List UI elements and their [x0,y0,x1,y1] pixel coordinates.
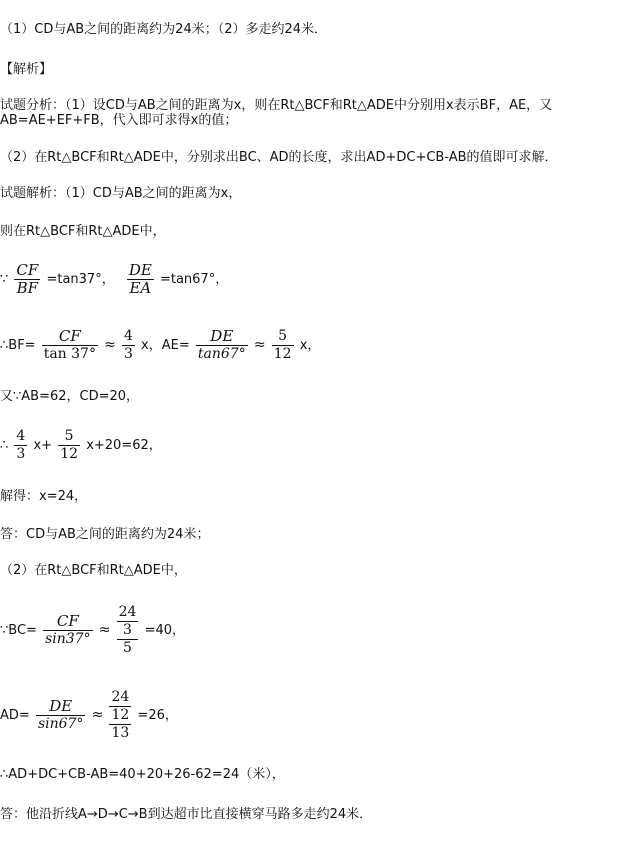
denominator: tan67° [197,346,246,362]
denominator: sin67° [37,716,84,732]
equation-text: x， [299,338,321,353]
denominator: 3 [16,446,26,462]
numerator: CF [56,612,79,630]
part-2-intro: （2）在Rt△BCF和Rt△ADE中， [0,563,187,578]
given-values-line: 又∵AB=62，CD=20， [0,389,140,404]
equation-bf-ae [0,328,320,363]
equation-ad [0,689,178,742]
middle-value: 3 [123,622,132,638]
solve-result-line: 解得：x=24， [0,489,88,504]
total-distance-line: ∴AD+DC+CB-AB=40+20+26-62=24（米）， [0,767,285,782]
fraction-de-sin67 [36,698,86,733]
denominator: sin37° [45,631,91,647]
analysis-text-1b: AB=AE+EF+FB，代入即可求得x的值； [0,113,238,128]
approx-symbol: ≈ [253,337,266,353]
equation-text: ∵BC= [0,623,37,638]
equation-tan-ratios [0,262,228,297]
numerator: 24 [111,689,130,705]
equation-text: =tan37°， [46,272,115,287]
equation-text: x+ [33,438,53,453]
denominator: 12 [273,346,292,362]
solution-line-2: 则在Rt△BCF和Rt△ADE中， [0,224,166,239]
fraction-4-3 [14,428,27,463]
numerator: 4 [16,428,26,444]
numerator: CF [16,261,39,279]
denominator: 5 [123,640,132,656]
compound-fraction-24-3-5 [117,604,139,657]
denominator: EA [129,279,152,297]
approx-symbol: ≈ [91,707,104,723]
answer-line: （1）CD与AB之间的距离约为24米；（2）多走约24米． [0,22,328,37]
therefore-symbol: ∴ [0,438,9,453]
middle-value: 12 [111,707,130,723]
denominator: 3 [123,346,133,362]
numerator: 24 [118,604,137,620]
numerator: DE [210,327,234,345]
analysis-text-1a: 试题分析：（1）设CD与AB之间的距离为x，则在Rt△BCF和Rt△ADE中分别用x表示BF，AE，又 [0,98,553,113]
denominator: tan 37° [43,346,96,362]
equation-text: AD= [0,708,30,723]
numerator: DE [49,697,73,715]
solution-line-1: 试题解析：（1）CD与AB之间的距离为x， [0,186,242,201]
denominator: BF [16,279,39,297]
equation-text: =tan67°， [159,272,229,287]
approx-symbol: ≈ [104,337,116,353]
equation-text: =40， [144,623,185,638]
fraction-5-12 [58,428,80,463]
equation-text: =26， [137,708,178,723]
fraction-cf-sin37 [43,613,93,648]
therefore-symbol: ∵ [0,272,9,287]
numerator: DE [128,261,152,279]
numerator: 5 [64,428,74,444]
approx-symbol: ≈ [98,622,111,638]
numerator: 4 [123,328,133,344]
numerator: CF [58,327,81,345]
final-answer-line: 答：他沿折线A→D→C→B到达超市比直接横穿马路多走约24米． [0,807,373,822]
equation-bc [0,604,185,657]
equation-sum [0,428,162,463]
fraction-de-ea [127,262,154,297]
numerator: 5 [278,328,288,344]
fraction-de-tan67 [196,328,248,363]
fraction-cf-tan37 [42,328,98,363]
equation-text: ∴BF= [0,338,36,353]
fraction-5-12 [272,328,294,363]
analysis-header: 【解析】 [0,62,53,77]
equation-text: x，AE= [141,338,190,353]
fraction-cf-bf [14,262,40,297]
compound-fraction-24-12-13 [109,689,131,742]
analysis-text-2: （2）在Rt△BCF和Rt△ADE中，分别求出BC、AD的长度，求出AD+DC+CB-AB的值即可求解． [0,150,558,165]
fraction-4-3 [122,328,135,363]
denominator: 13 [111,725,130,741]
equation-text: x+20=62， [86,438,162,453]
answer-part-1: 答：CD与AB之间的距离约为24米； [0,527,210,542]
denominator: 12 [60,446,79,462]
